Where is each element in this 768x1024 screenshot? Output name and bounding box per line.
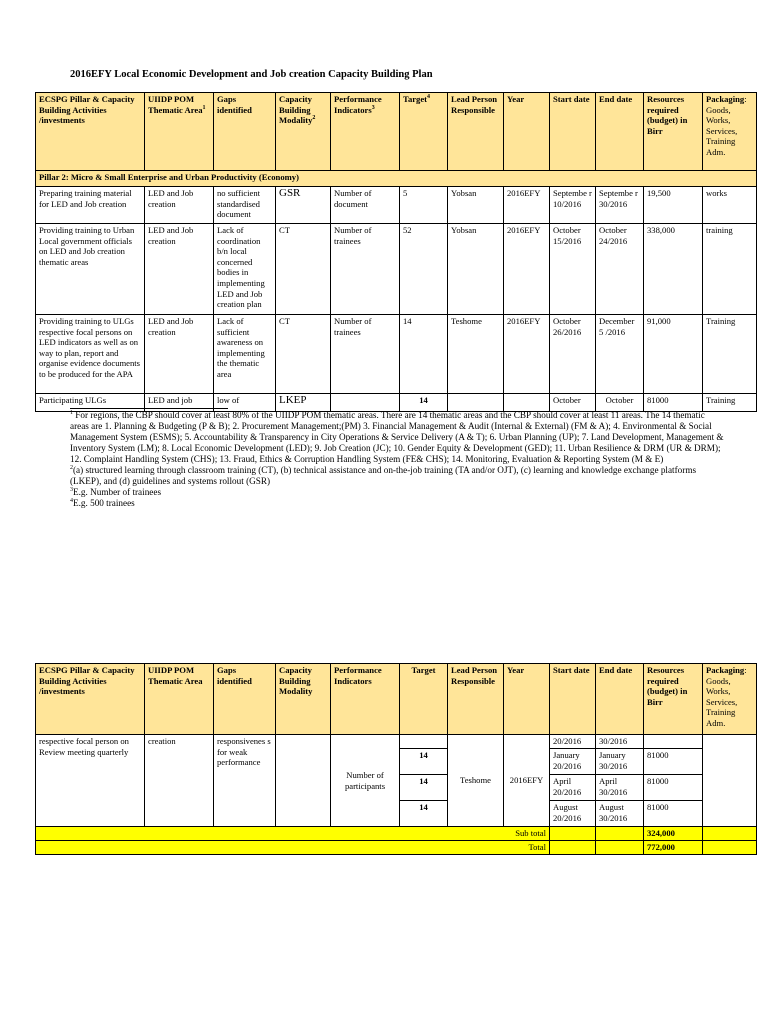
- resources-cell: [644, 735, 703, 749]
- table-row: [36, 315, 757, 394]
- activity-cell: Providing training to Urban Local government officials on LED and Job creation thematic areas: [36, 224, 145, 315]
- col-header-target: Target$^4$: [400, 93, 448, 171]
- activity-text: Participating ULGs: [39, 395, 107, 405]
- target-cell: 14: [400, 315, 448, 394]
- thematic-cell: LED and Job creation: [145, 315, 214, 394]
- subtotal-row: [36, 827, 757, 841]
- indicator-cell: Number of trainees: [331, 315, 400, 394]
- end-cell: Septembe r 30/2016: [596, 187, 644, 224]
- end-cell: October: [596, 394, 644, 412]
- gaps-cell: Lack of sufficient awareness on implementing the thematic area: [214, 315, 276, 394]
- col-header-gaps: Gaps identified: [214, 93, 276, 171]
- col-header-year: Year: [504, 664, 550, 735]
- subtotal-value: 324,000: [644, 827, 703, 841]
- start-cell: October 15/2016: [550, 224, 596, 315]
- col-header-activities: ECSPG Pillar & Capacity Building Activities /investments: [36, 93, 145, 171]
- resources-cell: 338,000: [644, 224, 703, 315]
- end-cell: January 30/2016: [596, 749, 644, 775]
- document-title: 2016EFY Local Economic Development and Job creation Capacity Building Plan: [70, 69, 433, 80]
- thematic-cell: LED and job: [145, 394, 214, 412]
- year-cell: 2016EFY: [504, 187, 550, 224]
- col-header-end: End date: [596, 664, 644, 735]
- resources-cell: 81000: [644, 801, 703, 827]
- col-header-thematic: UIIDP POM Thematic Area$^1$: [145, 93, 214, 171]
- packaging-cell: [703, 735, 757, 827]
- table-row: [36, 735, 757, 749]
- col-header-end: End date: [596, 93, 644, 171]
- year-cell: 2016EFY: [504, 315, 550, 394]
- end-cell: April 30/2016: [596, 775, 644, 801]
- total-value: 772,000: [644, 841, 703, 855]
- target-cell: 14: [400, 801, 448, 827]
- gaps-cell: responsivenes s for weak performance: [214, 735, 276, 827]
- end-cell: December 5 /2016: [596, 315, 644, 394]
- col-header-packaging: Packaging: Goods, Works, Services, Training Adm.: [703, 664, 757, 735]
- gaps-cell: Lack of coordination b/n local concerned bodies in implementing LED and Job creation plan: [214, 224, 276, 315]
- activity-cell: Providing training to ULGs respective focal persons on LED indicators as well as on way to plan, report and organise evidence documents to be produced for the APA: [36, 315, 145, 394]
- target-cell: 52: [400, 224, 448, 315]
- end-cell: August 30/2016: [596, 801, 644, 827]
- indicator-cell: Number of document: [331, 187, 400, 224]
- col-header-modality: Capacity Building Modality$^2$: [276, 93, 331, 171]
- end-cell: October 24/2016: [596, 224, 644, 315]
- start-cell: October 26/2016: [550, 315, 596, 394]
- empty-cell: [550, 827, 596, 841]
- modality-cell: CT: [276, 224, 331, 315]
- year-cell: [504, 394, 550, 412]
- footnote-1: $^1$ For regions, the CBP should cover at least 80% of the UIIDP POM thematic areas. There are 14 thematic areas and the CBP should cover at least 11 areas. The 14 thematic areas are 1. Planning & Budgeting (P & B); 2. Procurement Management;(PM) 3. Financial Management & Audit (Internal & External) (FM & A); 4. Environmental & Social Management System (ESMS); 5. Accountability & Transparency in City Operations & Service Delivery (A & T); 6. Urban Planning (UP); 7. Land Development, Management & Inventory System (LM); 8. Local Economic Development (LED); 9. Job Creation (JC); 10. Gender Equity & Development (GED); 11. Urban Resilience & DRM (UR & DRM); 12. Complaint Handling System (CHS); 13. Fraud, Ethics & Corruption Handling System (FE& CHS); 14. Monitoring, Evaluation & Reporting System (M & E): [70, 409, 724, 464]
- footnote-2: $^2$(a) structured learning through classroom training (CT), (b) technical assistance and on-the-job training (TA and/or OJT), (c) learning and knowledge exchange platforms (LKEP), and (d) guidelines and systems rollout (GSR): [70, 464, 697, 486]
- col-header-lead: Lead Person Responsible: [448, 664, 504, 735]
- resources-cell: 81000: [644, 775, 703, 801]
- subtotal-label: Sub total: [36, 827, 550, 841]
- empty-cell: [550, 841, 596, 855]
- header-row: [36, 93, 757, 171]
- indicator-cell: [331, 394, 400, 412]
- modality-cell: CT: [276, 315, 331, 394]
- col-header-packaging: Packaging: Goods, Works, Services, Training Adm.: [703, 93, 757, 171]
- target-cell: 14: [400, 749, 448, 775]
- empty-cell: [596, 841, 644, 855]
- lead-cell: Teshome: [448, 315, 504, 394]
- lead-cell: [448, 394, 504, 412]
- indicator-cell: Number of participants: [331, 735, 400, 827]
- col-header-indicators: Performance Indicators: [331, 664, 400, 735]
- footnote-3: $^3$E.g. Number of trainees: [70, 486, 162, 497]
- col-header-indicators: Performance Indicators$^3$: [331, 93, 400, 171]
- table-row: [36, 187, 757, 224]
- resources-cell: 19,500: [644, 187, 703, 224]
- resources-cell: 81000: [644, 394, 703, 412]
- start-cell: April 20/2016: [550, 775, 596, 801]
- modality-cell: [276, 735, 331, 827]
- footnote-separator: [70, 408, 228, 409]
- col-header-activities: ECSPG Pillar & Capacity Building Activities /investments: [36, 664, 145, 735]
- total-row: [36, 841, 757, 855]
- target-cell: 5: [400, 187, 448, 224]
- empty-cell: [703, 827, 757, 841]
- gaps-cell: low of: [214, 394, 276, 412]
- col-header-start: Start date: [550, 93, 596, 171]
- col-header-start: Start date: [550, 664, 596, 735]
- empty-cell: [703, 841, 757, 855]
- target-cell: 14: [400, 775, 448, 801]
- col-header-target: Target: [400, 664, 448, 735]
- col-header-gaps: Gaps identified: [214, 664, 276, 735]
- col-header-thematic: UIIDP POM Thematic Area: [145, 664, 214, 735]
- modality-cell: GSR: [276, 187, 331, 224]
- start-cell: January 20/2016: [550, 749, 596, 775]
- year-cell: 2016EFY: [504, 735, 550, 827]
- year-cell: 2016EFY: [504, 224, 550, 315]
- col-header-resources: Resources required (budget) in Birr: [644, 93, 703, 171]
- target-cell: [400, 735, 448, 749]
- lead-cell: Yobsan: [448, 224, 504, 315]
- thematic-cell: creation: [145, 735, 214, 827]
- gaps-cell: no sufficient standardised document: [214, 187, 276, 224]
- packaging-cell: training: [703, 224, 757, 315]
- end-cell: 30/2016: [596, 735, 644, 749]
- resources-cell: 81000: [644, 749, 703, 775]
- packaging-cell: Training: [703, 394, 757, 412]
- empty-cell: [596, 827, 644, 841]
- capacity-plan-table: [35, 92, 757, 412]
- thematic-cell: LED and Job creation: [145, 187, 214, 224]
- resources-cell: 91,000: [644, 315, 703, 394]
- footnotes: [70, 410, 724, 509]
- pillar-label: Pillar 2: Micro & Small Enterprise and Urban Productivity (Economy): [36, 171, 757, 187]
- lead-cell: Yobsan: [448, 187, 504, 224]
- footnote-4: $^4$E.g. 500 trainees: [70, 497, 135, 508]
- table-row: [36, 224, 757, 315]
- col-header-resources: Resources required (budget) in Birr: [644, 664, 703, 735]
- total-label: Total: [36, 841, 550, 855]
- start-cell: Septembe r 10/2016: [550, 187, 596, 224]
- col-header-modality: Capacity Building Modality: [276, 664, 331, 735]
- pillar-row: [36, 171, 757, 187]
- col-header-year: Year: [504, 93, 550, 171]
- activity-cell: respective focal person on Review meeting quarterly: [36, 735, 145, 827]
- header-row: [36, 664, 757, 735]
- lead-cell: Teshome: [448, 735, 504, 827]
- packaging-cell: Training: [703, 315, 757, 394]
- capacity-plan-table-continued: [35, 663, 757, 855]
- start-cell: October: [550, 394, 596, 412]
- target-cell: 14: [400, 394, 448, 412]
- thematic-cell: LED and Job creation: [145, 224, 214, 315]
- start-cell: August 20/2016: [550, 801, 596, 827]
- activity-cell: Preparing training material for LED and Job creation: [36, 187, 145, 224]
- indicator-cell: Number of trainees: [331, 224, 400, 315]
- start-cell: 20/2016: [550, 735, 596, 749]
- modality-cell: LKEP: [276, 394, 331, 412]
- col-header-lead: Lead Person Responsible: [448, 93, 504, 171]
- packaging-cell: works: [703, 187, 757, 224]
